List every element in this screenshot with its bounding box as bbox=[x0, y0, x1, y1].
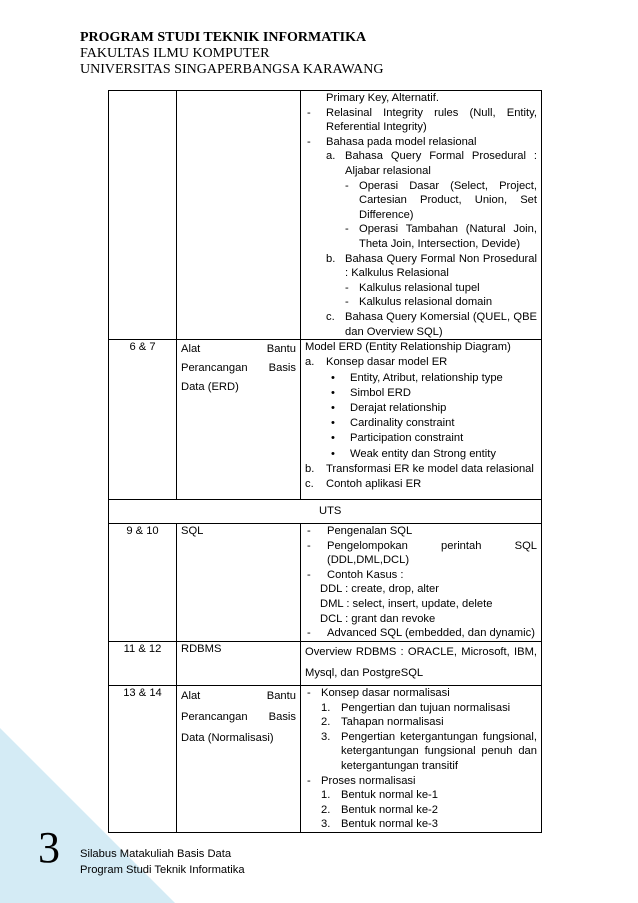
week-cell: 6 & 7 bbox=[109, 340, 177, 500]
content-cell: - Pengenalan SQL - Pengelompokan perintah SQL (DDL,DML,DCL) - Contoh Kasus : DDL : create, drop, alter DML : select, insert, update, delete DCL : grant dan revoke - Advanced SQL (embedded, dan dynamic) bbox=[301, 524, 542, 642]
table-row-uts bbox=[109, 500, 542, 524]
content-cell: Model ERD (Entity Relationship Diagram) a. Konsep dasar model ER • Entity, Atribut, relationship type • Simbol ERD • Derajat relationship • Cardinality constraint • Participation constraint • Weak entity dan Strong entity b. Transformasi ER ke model data relasional c. Contoh aplikasi ER bbox=[301, 340, 542, 500]
bullet-item: Weak entity dan Strong entity bbox=[350, 447, 496, 460]
header-faculty: FAKULTAS ILMU KOMPUTER bbox=[80, 46, 270, 61]
numbered-item: Bentuk normal ke-1 bbox=[341, 789, 439, 802]
topic-cell: SQL bbox=[177, 524, 301, 642]
content-line: DML : select, insert, update, delete bbox=[320, 598, 493, 611]
topic-word: Bantu bbox=[266, 343, 296, 356]
numbered-item: Pengertian ketergantungan fungsional, ketergantungan fungsional penuh dan ketergantungan transitif bbox=[341, 730, 537, 773]
topic-word: Alat bbox=[181, 343, 201, 356]
week-cell: 9 & 10 bbox=[109, 524, 177, 642]
topic-word: Basis bbox=[268, 362, 296, 375]
topic-cell bbox=[177, 340, 301, 500]
bullet-item: Participation constraint bbox=[350, 432, 464, 445]
table-row bbox=[109, 642, 542, 686]
content-line: Contoh Kasus : bbox=[327, 568, 404, 581]
bullet-item: Cardinality constraint bbox=[350, 417, 455, 430]
topic-word: Basis bbox=[268, 711, 296, 724]
numbered-item: Pengertian dan tujuan normalisasi bbox=[341, 701, 511, 714]
footer-program: Program Studi Teknik Informatika bbox=[80, 864, 245, 876]
content-line: Overview RDBMS : ORACLE, Microsoft, IBM, Mysql, dan PostgreSQL bbox=[305, 646, 537, 680]
content-line: Konsep dasar model ER bbox=[326, 356, 448, 369]
content-cell: - Konsep dasar normalisasi 1. Pengertian dan tujuan normalisasi 2. Tahapan normalisasi 3. Pengertian ketergantungan fungsional, ketergantungan fungsional penuh dan ketergantungan transitif - Proses normalisasi 1. Bentuk normal ke-1 2. Bentuk normal ke-2 3. Bentuk normal ke-3 bbox=[301, 686, 542, 833]
content-line: Bahasa pada model relasional bbox=[326, 135, 477, 148]
content-line: DCL : grant dan revoke bbox=[320, 612, 436, 625]
week-cell: 11 & 12 bbox=[109, 642, 177, 686]
uts-label: UTS bbox=[319, 505, 342, 518]
content-line: Bahasa Query Formal Non Prosedural : Kalkulus Relasional bbox=[345, 252, 537, 280]
content-line: Advanced SQL (embedded, dan dynamic) bbox=[327, 627, 535, 640]
content-line: Operasi Tambahan (Natural Join, Theta Join, Intersection, Devide) bbox=[359, 223, 537, 250]
week-cell bbox=[109, 91, 177, 340]
bullet-item: Simbol ERD bbox=[350, 386, 411, 399]
content-line: Relasinal Integrity rules (Null, Entity, Referential Integrity) bbox=[326, 106, 537, 134]
topic-word: Perancangan bbox=[181, 711, 248, 724]
header-program: PROGRAM STUDI TEKNIK INFORMATIKA bbox=[80, 30, 367, 45]
topic-word: Data (ERD) bbox=[181, 381, 239, 394]
topic-cell: RDBMS bbox=[177, 642, 301, 686]
content-line: Pengelompokan perintah SQL (DDL,DML,DCL) bbox=[327, 539, 537, 567]
bullet-item: Derajat relationship bbox=[350, 401, 447, 414]
week-cell: 13 & 14 bbox=[109, 686, 177, 833]
document-header bbox=[80, 30, 383, 78]
content-line: Proses normalisasi bbox=[321, 774, 416, 787]
table-row bbox=[109, 91, 542, 340]
content-cell: Primary Key, Alternatif. - Relasinal Integrity rules (Null, Entity, Referential Integrity) - Bahasa pada model relasional a. Bahasa Query Formal Prosedural : Aljabar relasional - Operasi Dasar (Select, Project, Cartesian Product, Union, Set Difference) - Operasi Tambahan (Natural Join, Theta Join, Intersection, Devide) b. Bahasa Query Formal Non Prosedural : Kalkulus Relasional - Kalkulus relasional tupel - Kalkulus relasional domain c. Bahasa Query Komersial (QUEL, QBE dan Overview SQL) bbox=[301, 91, 542, 340]
numbered-item: Bentuk normal ke-3 bbox=[341, 818, 439, 831]
topic-word: Perancangan bbox=[181, 362, 248, 375]
topic-cell bbox=[177, 91, 301, 340]
footer-course: Silabus Matakuliah Basis Data bbox=[80, 848, 232, 860]
content-line: Pengenalan SQL bbox=[327, 525, 413, 538]
numbered-item: Tahapan normalisasi bbox=[341, 716, 444, 729]
numbered-item: Bentuk normal ke-2 bbox=[341, 803, 439, 816]
table-row bbox=[109, 524, 542, 642]
table-row bbox=[109, 686, 542, 833]
uts-cell bbox=[109, 500, 542, 524]
content-line: DDL : create, drop, alter bbox=[320, 583, 439, 596]
topic-word: Data (Normalisasi) bbox=[181, 732, 274, 745]
topic-word: Alat bbox=[181, 690, 201, 703]
document-footer bbox=[80, 846, 245, 878]
table-row bbox=[109, 340, 542, 500]
syllabus-table bbox=[108, 90, 542, 833]
content-line: Transformasi ER ke model data relasional bbox=[326, 462, 534, 475]
content-line: Operasi Dasar (Select, Project, Cartesian Product, Union, Set Difference) bbox=[359, 179, 537, 221]
page-number: 3 bbox=[38, 823, 60, 872]
content-title: Model ERD (Entity Relationship Diagram) bbox=[305, 341, 511, 354]
content-line: Konsep dasar normalisasi bbox=[321, 687, 450, 700]
content-line: Contoh aplikasi ER bbox=[326, 477, 422, 490]
content-line: Kalkulus relasional tupel bbox=[359, 281, 480, 294]
content-line: Kalkulus relasional domain bbox=[359, 296, 493, 309]
header-university: UNIVERSITAS SINGAPERBANGSA KARAWANG bbox=[80, 62, 384, 77]
content-line: Bahasa Query Formal Prosedural : Aljabar relasional bbox=[345, 150, 537, 177]
content-line: Bahasa Query Komersial (QUEL, QBE dan Overview SQL) bbox=[345, 310, 537, 338]
content-cell bbox=[301, 642, 542, 686]
topic-cell bbox=[177, 686, 301, 833]
bullet-item: Entity, Atribut, relationship type bbox=[350, 371, 503, 384]
topic-word: Bantu bbox=[266, 690, 296, 703]
content-line: Primary Key, Alternatif. bbox=[326, 92, 439, 104]
